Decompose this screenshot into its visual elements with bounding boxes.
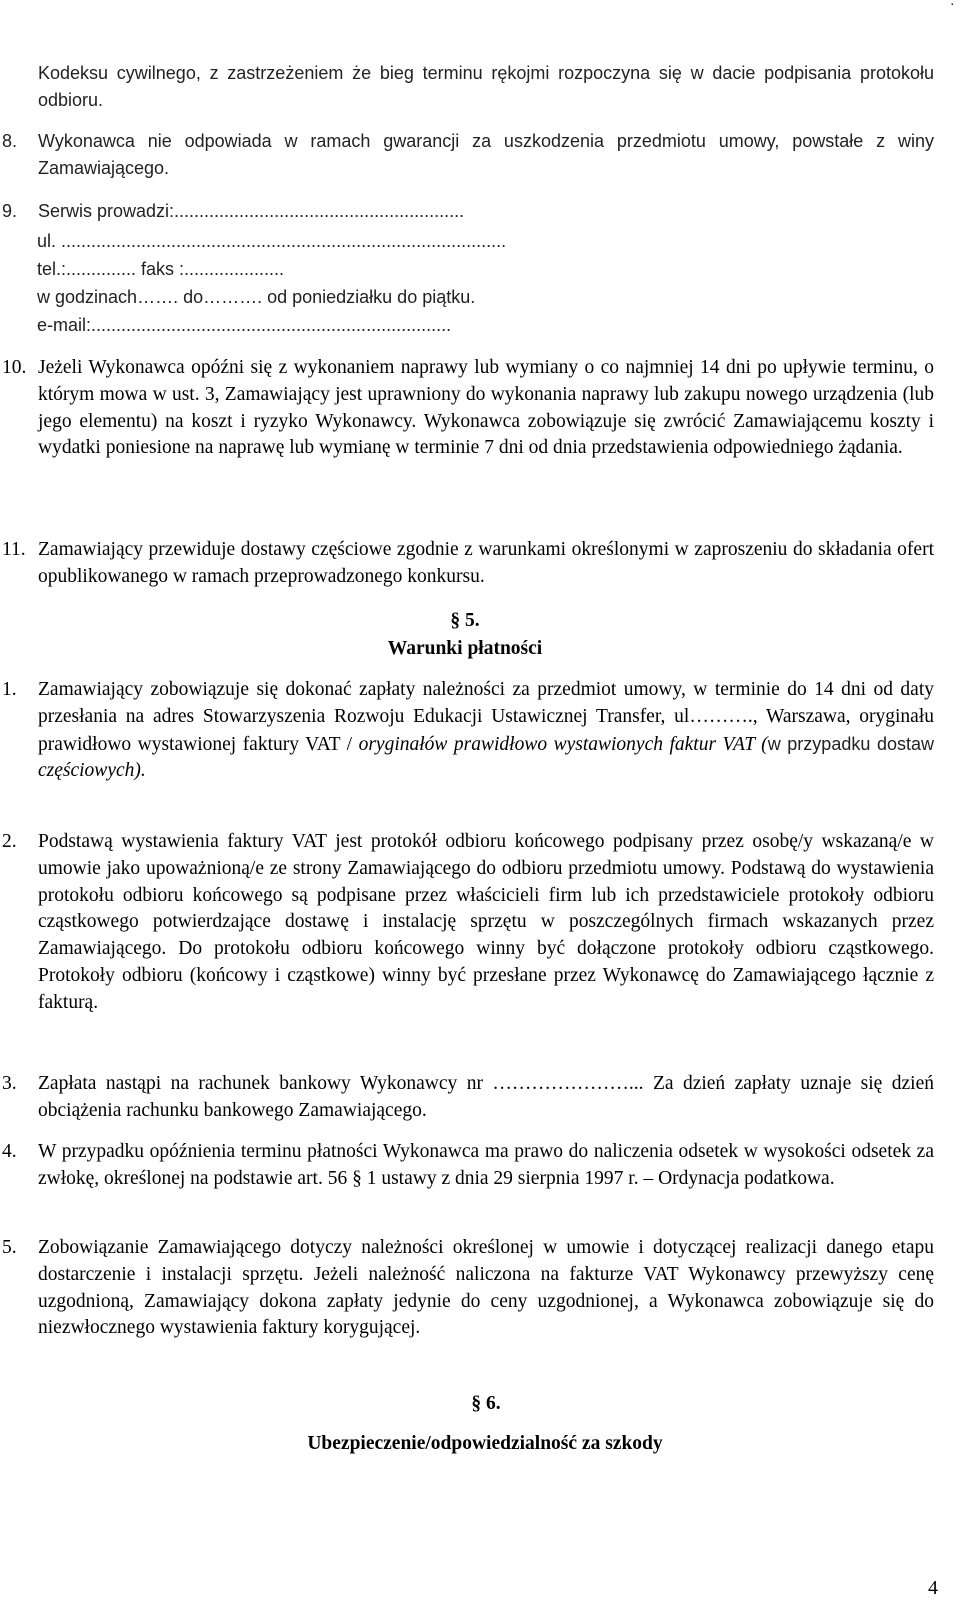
section-5-title: Warunki płatności (387, 638, 543, 659)
list-item-9 (2, 198, 934, 225)
list-item-11 (2, 537, 934, 591)
payment-item-4 (2, 1139, 934, 1193)
section-6-symbol: § 6. (471, 1393, 501, 1414)
corner-mark: . (950, 0, 954, 9)
item-text: Zapłata nastąpi na rachunek bankowy Wykonawcy nr …………………... Za dzień zapłaty uznaje się dzień obciążenia rachunku bankowego Zamawiającego. (38, 1073, 934, 1121)
payment-item-2 (2, 829, 934, 1017)
item-number: 11. (2, 539, 26, 560)
page-number: 4 (928, 1577, 938, 1599)
service-email: e-mail:........................................................................ (37, 315, 452, 335)
service-hours: w godzinach……. do………. od poniedziałku do piątku. (37, 287, 476, 307)
item-number: 1. (2, 679, 17, 700)
item-text-italic-end: częściowych). (38, 760, 146, 782)
service-tel-fax: tel.:.............. faks :.................... (37, 259, 285, 279)
item-text: Wykonawca nie odpowiada w ramach gwarancji za uszkodzenia przedmiotu umowy, powstałe z winy Zamawiającego. (38, 131, 934, 178)
item-number: 5. (2, 1237, 17, 1258)
list-item-10 (2, 355, 934, 462)
payment-item-1 (2, 677, 934, 785)
item-text: Jeżeli Wykonawca opóźni się z wykonaniem naprawy lub wymiany o co najmniej 14 dni po upływie terminu, o którym mowa w ust. 3, Zamawiający jest uprawniony do wykonania naprawy lub zakupu nowego urządzenia (lub jego elementu) na koszt i ryzyko Wykonawcy. Wykonawca zobowiązuje się zwrócić Zamawiającemu koszty i wydatki poniesione na naprawę lub wymianę w terminie 7 dni od dnia przedstawienia odpowiedniego żądania. (38, 357, 934, 459)
item-text-italic: oryginałów prawidłowo wystawionych faktur VAT ( (358, 733, 768, 755)
item-number: 2. (2, 831, 17, 852)
service-label: Serwis prowadzi:.......................................................... (38, 201, 465, 221)
payment-item-5 (2, 1235, 934, 1342)
item-text: W przypadku opóźnienia terminu płatności Wykonawca ma prawo do naliczenia odsetek w wysokości odsetek za zwłokę, określonej na podstawie art. 56 § 1 ustawy z dnia 29 sierpnia 1997 r. – Ordynacja podatkowa. (38, 1141, 934, 1189)
item-text: Zamawiający zobowiązuje się dokonać zapłaty należności za przedmiot umowy, w terminie do 14 dni od daty przesłania na adres Stowarzyszenia Rozwoju Edukacji Ustawicznej Transfer, ul………., Warszawa, oryginału prawidłowo wystawionej faktury VAT / (38, 679, 934, 755)
item-number: 3. (2, 1073, 17, 1094)
item-number: 8. (2, 131, 18, 151)
item-text-sans: w przypadku dostaw (767, 733, 934, 754)
item-text: Podstawą wystawienia faktury VAT jest protokół odbioru końcowego podpisany przez osobę/y wskazaną/e w umowie jako upoważnioną/e ze strony Zamawiającego do odbioru przedmiotu umowy. Podstawą do wystawienia protokołu odbioru końcowego są podpisane przez właścicieli firm lub ich przedstawiciele protokoły odbioru cząstkowego potwierdzające dostawę i instalację sprzętu w poszczególnych firmach wskazanych przez Zamawiającego. Do protokołu odbioru końcowego winny być dołączone protokoły odbioru cząstkowego. Protokoły odbioru (końcowy i cząstkowe) winny być przesłane przez Wykonawcę do Zamawiającego łącznie z fakturą. (38, 831, 934, 1013)
item-text: Zobowiązanie Zamawiającego dotyczy należności określonej w umowie i dotyczącej realizacji danego etapu dostarczenie i instalacji sprzętu. Jeżeli należność naliczona na fakturze VAT Wykonawcy przewyższy cenę uzgodnioną, Zamawiający dokona zapłaty jedynie do ceny uzgodnionej, a Wykonawca zobowiązuje się do niezwłocznego wystawienia faktury korygującej. (38, 1237, 934, 1339)
intro-paragraph: Kodeksu cywilnego, z zastrzeżeniem że bieg terminu rękojmi rozpoczyna się w dacie podpisania protokołu odbioru. (38, 63, 934, 110)
item-text: Zamawiający przewiduje dostawy częściowe zgodnie z warunkami określonymi w zaproszeniu do składania ofert opublikowanego w ramach przeprowadzonego konkursu. (38, 539, 934, 587)
list-item-8 (2, 128, 934, 182)
section-6-title: Ubezpieczenie/odpowiedzialność za szkody (307, 1433, 663, 1454)
payment-item-3 (2, 1071, 934, 1125)
item-number: 9. (2, 201, 18, 221)
service-street: ul. ......................................................................................... (37, 231, 507, 251)
item-number: 10. (2, 357, 27, 378)
section-5-symbol: § 5. (450, 610, 480, 631)
item-number: 4. (2, 1141, 17, 1162)
